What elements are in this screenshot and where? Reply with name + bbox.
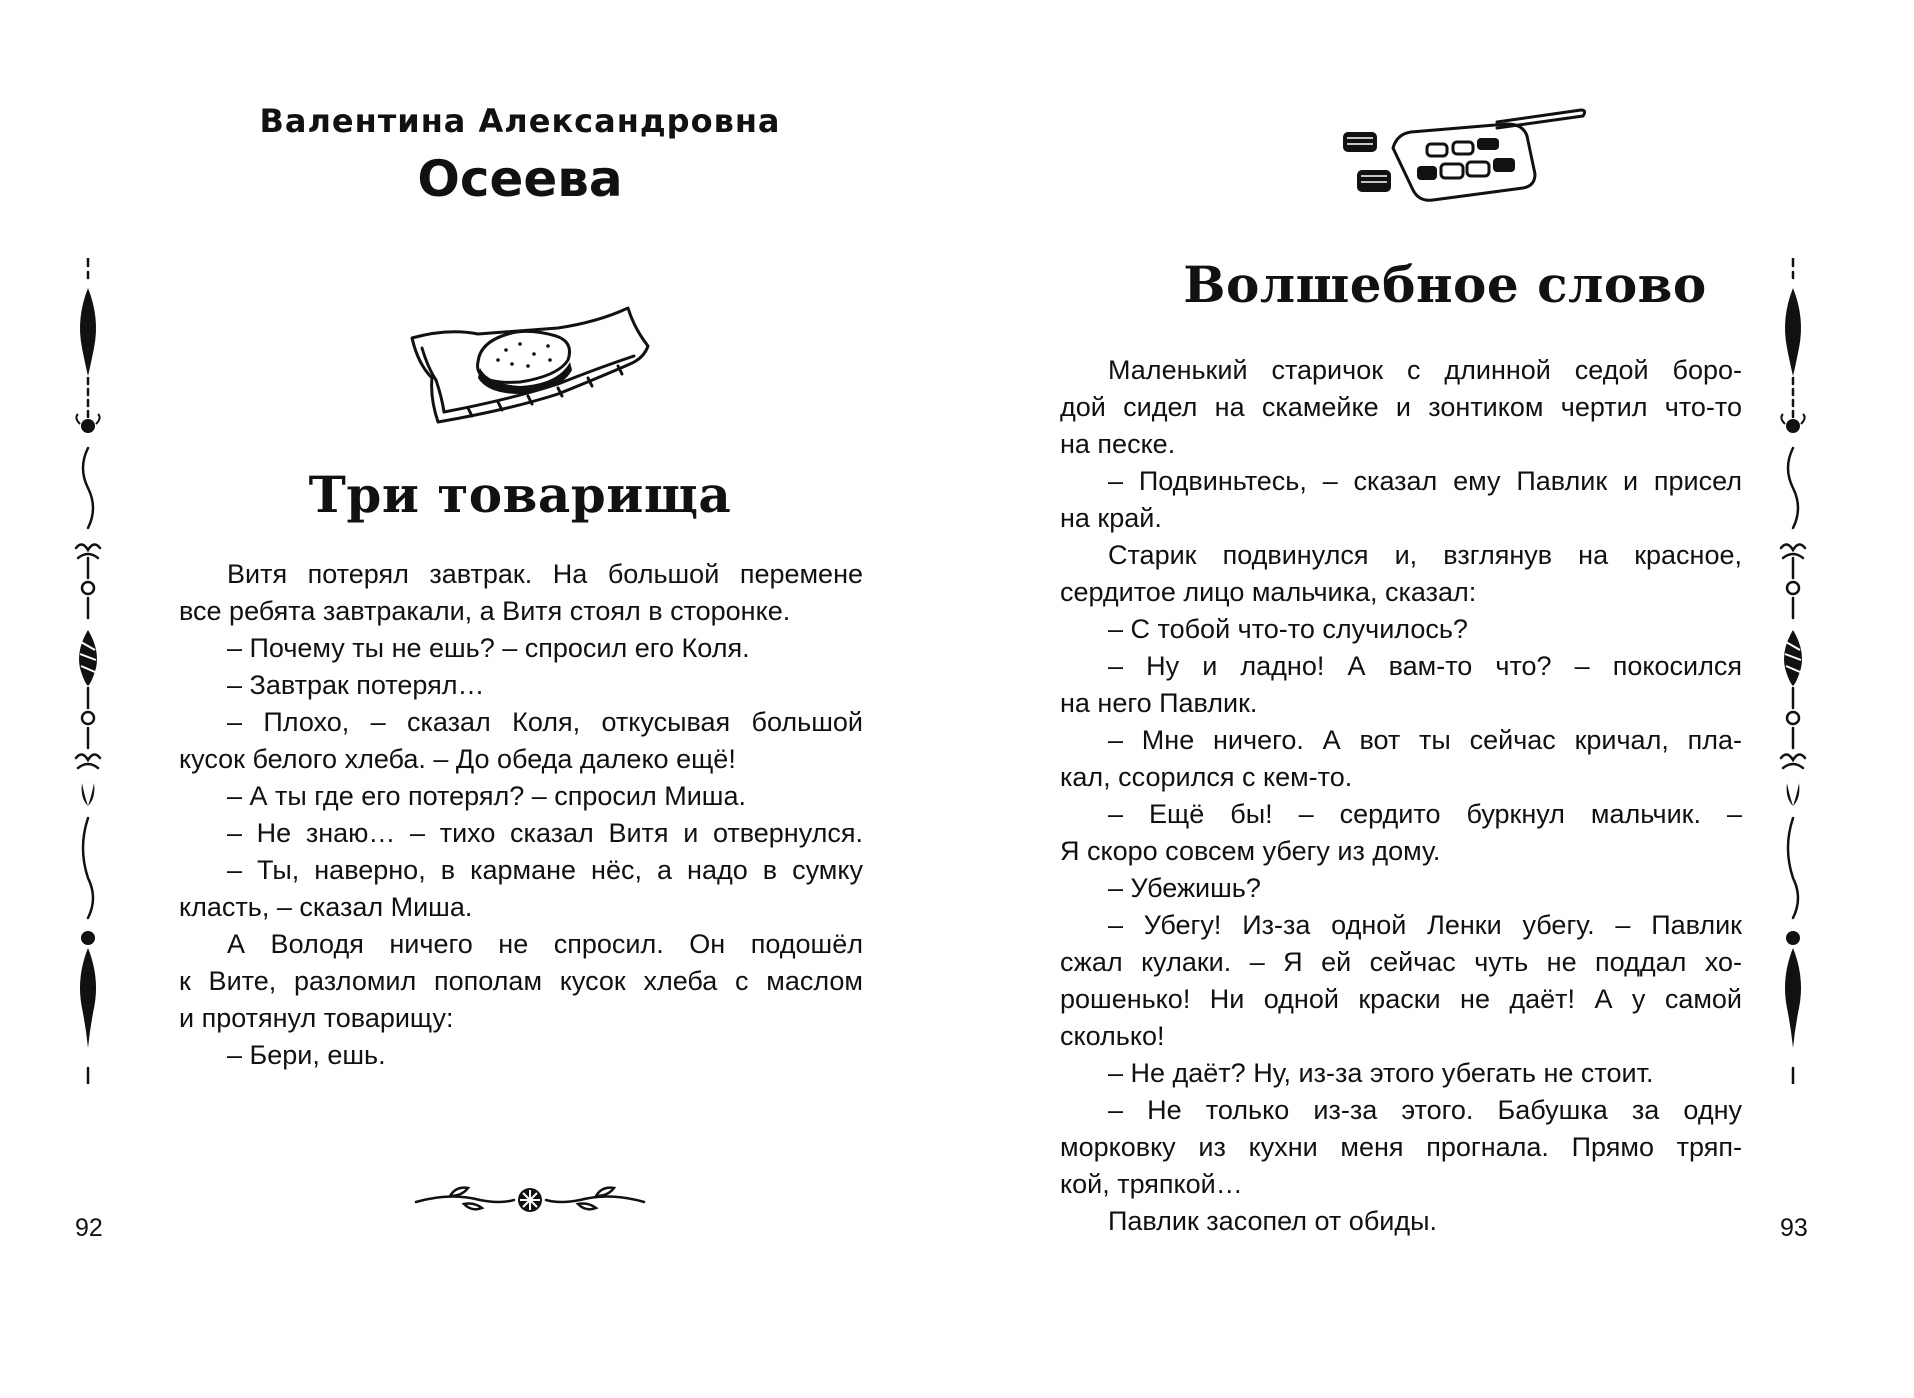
text-line: кал, ссорился с кем-то. <box>1060 762 1353 792</box>
text-line: Витя потерял завтрак. На большой перемене <box>227 559 863 589</box>
text-line: – Не знаю… – тихо сказал Витя и отвернулся. <box>227 818 863 848</box>
text-line: – Ещё бы! – сердито буркнул мальчик. – <box>1108 799 1742 829</box>
text-line: сердитое лицо мальчика, сказал: <box>1060 577 1477 607</box>
text-line: – Убегу! Из-за одной Ленки убегу. – Павлик <box>1108 910 1742 940</box>
text-line: – Не даёт? Ну, из-за этого убегать не стоит. <box>1108 1058 1654 1088</box>
left-vine-ornament-icon <box>68 258 108 1084</box>
story-title: Волшебное слово <box>1183 255 1707 314</box>
text-line: морковку из кухни меня прогнала. Прямо тряп- <box>1060 1132 1742 1162</box>
text-line: – Завтрак потерял… <box>227 670 485 700</box>
text-line: – Плохо, – сказал Коля, откусывая большой <box>227 707 863 737</box>
right-page <box>957 0 1914 1398</box>
text-line: – Бери, ешь. <box>227 1040 386 1070</box>
text-line: рошенько! Ни одной краски не даёт! А у самой <box>1060 984 1742 1014</box>
story-text <box>179 556 863 1074</box>
text-line: – Почему ты не ешь? – спросил его Коля. <box>227 633 750 663</box>
text-line: – Подвиньтесь, – сказал ему Павлик и присел <box>1108 466 1742 496</box>
text-line: – Ну и ладно! А вам-то что? – покосился <box>1108 651 1742 681</box>
text-line: на край. <box>1060 503 1162 533</box>
bread-on-napkin-icon <box>408 298 658 428</box>
text-line: Маленький старичок с длинной седой боро- <box>1108 355 1742 385</box>
author-name: Валентина Александровна <box>259 102 781 140</box>
text-line: и протянул товарищу: <box>179 1003 454 1033</box>
right-vine-ornament-icon <box>1773 258 1813 1084</box>
text-line: класть, – сказал Миша. <box>179 892 473 922</box>
text-line: – Не только из-за этого. Бабушка за одну <box>1108 1095 1742 1125</box>
text-line: Я скоро совсем убегу из дому. <box>1060 836 1441 866</box>
text-line: дой сидел на скамейке и зонтиком чертил что-то <box>1060 392 1742 422</box>
text-line: кусок белого хлеба. – До обеда далеко ещё! <box>179 744 736 774</box>
story-title: Три товарища <box>308 465 732 524</box>
text-line: сжал кулаки. – Я ей сейчас чуть не поддал хо- <box>1060 947 1742 977</box>
story-text <box>1060 352 1742 1240</box>
text-line: – Убежишь? <box>1108 873 1261 903</box>
text-line: – С тобой что-то случилось? <box>1108 614 1468 644</box>
text-line: на песке. <box>1060 429 1176 459</box>
text-line: – Мне ничего. А вот ты сейчас кричал, пла- <box>1108 725 1742 755</box>
floral-divider-icon <box>410 1178 650 1222</box>
text-line: на него Павлик. <box>1060 688 1258 718</box>
text-line: кой, тряпкой… <box>1060 1169 1243 1199</box>
text-line: – А ты где его потерял? – спросил Миша. <box>227 781 746 811</box>
text-line: сколько! <box>1060 1021 1165 1051</box>
page-number: 92 <box>75 1214 103 1242</box>
text-line: к Вите, разломил пополам кусок хлеба с маслом <box>179 966 863 996</box>
text-line: все ребята завтракали, а Витя стоял в сторонке. <box>179 596 791 626</box>
text-line: Старик подвинулся и, взглянув на красное, <box>1108 540 1742 570</box>
text-line: – Ты, наверно, в кармане нёс, а надо в сумку <box>227 855 863 885</box>
watercolor-paint-box-icon <box>1337 108 1587 208</box>
text-line: Павлик засопел от обиды. <box>1108 1206 1438 1236</box>
author-surname: Осеева <box>417 150 623 208</box>
text-line: А Володя ничего не спросил. Он подошёл <box>227 929 863 959</box>
page-number: 93 <box>1780 1214 1808 1242</box>
